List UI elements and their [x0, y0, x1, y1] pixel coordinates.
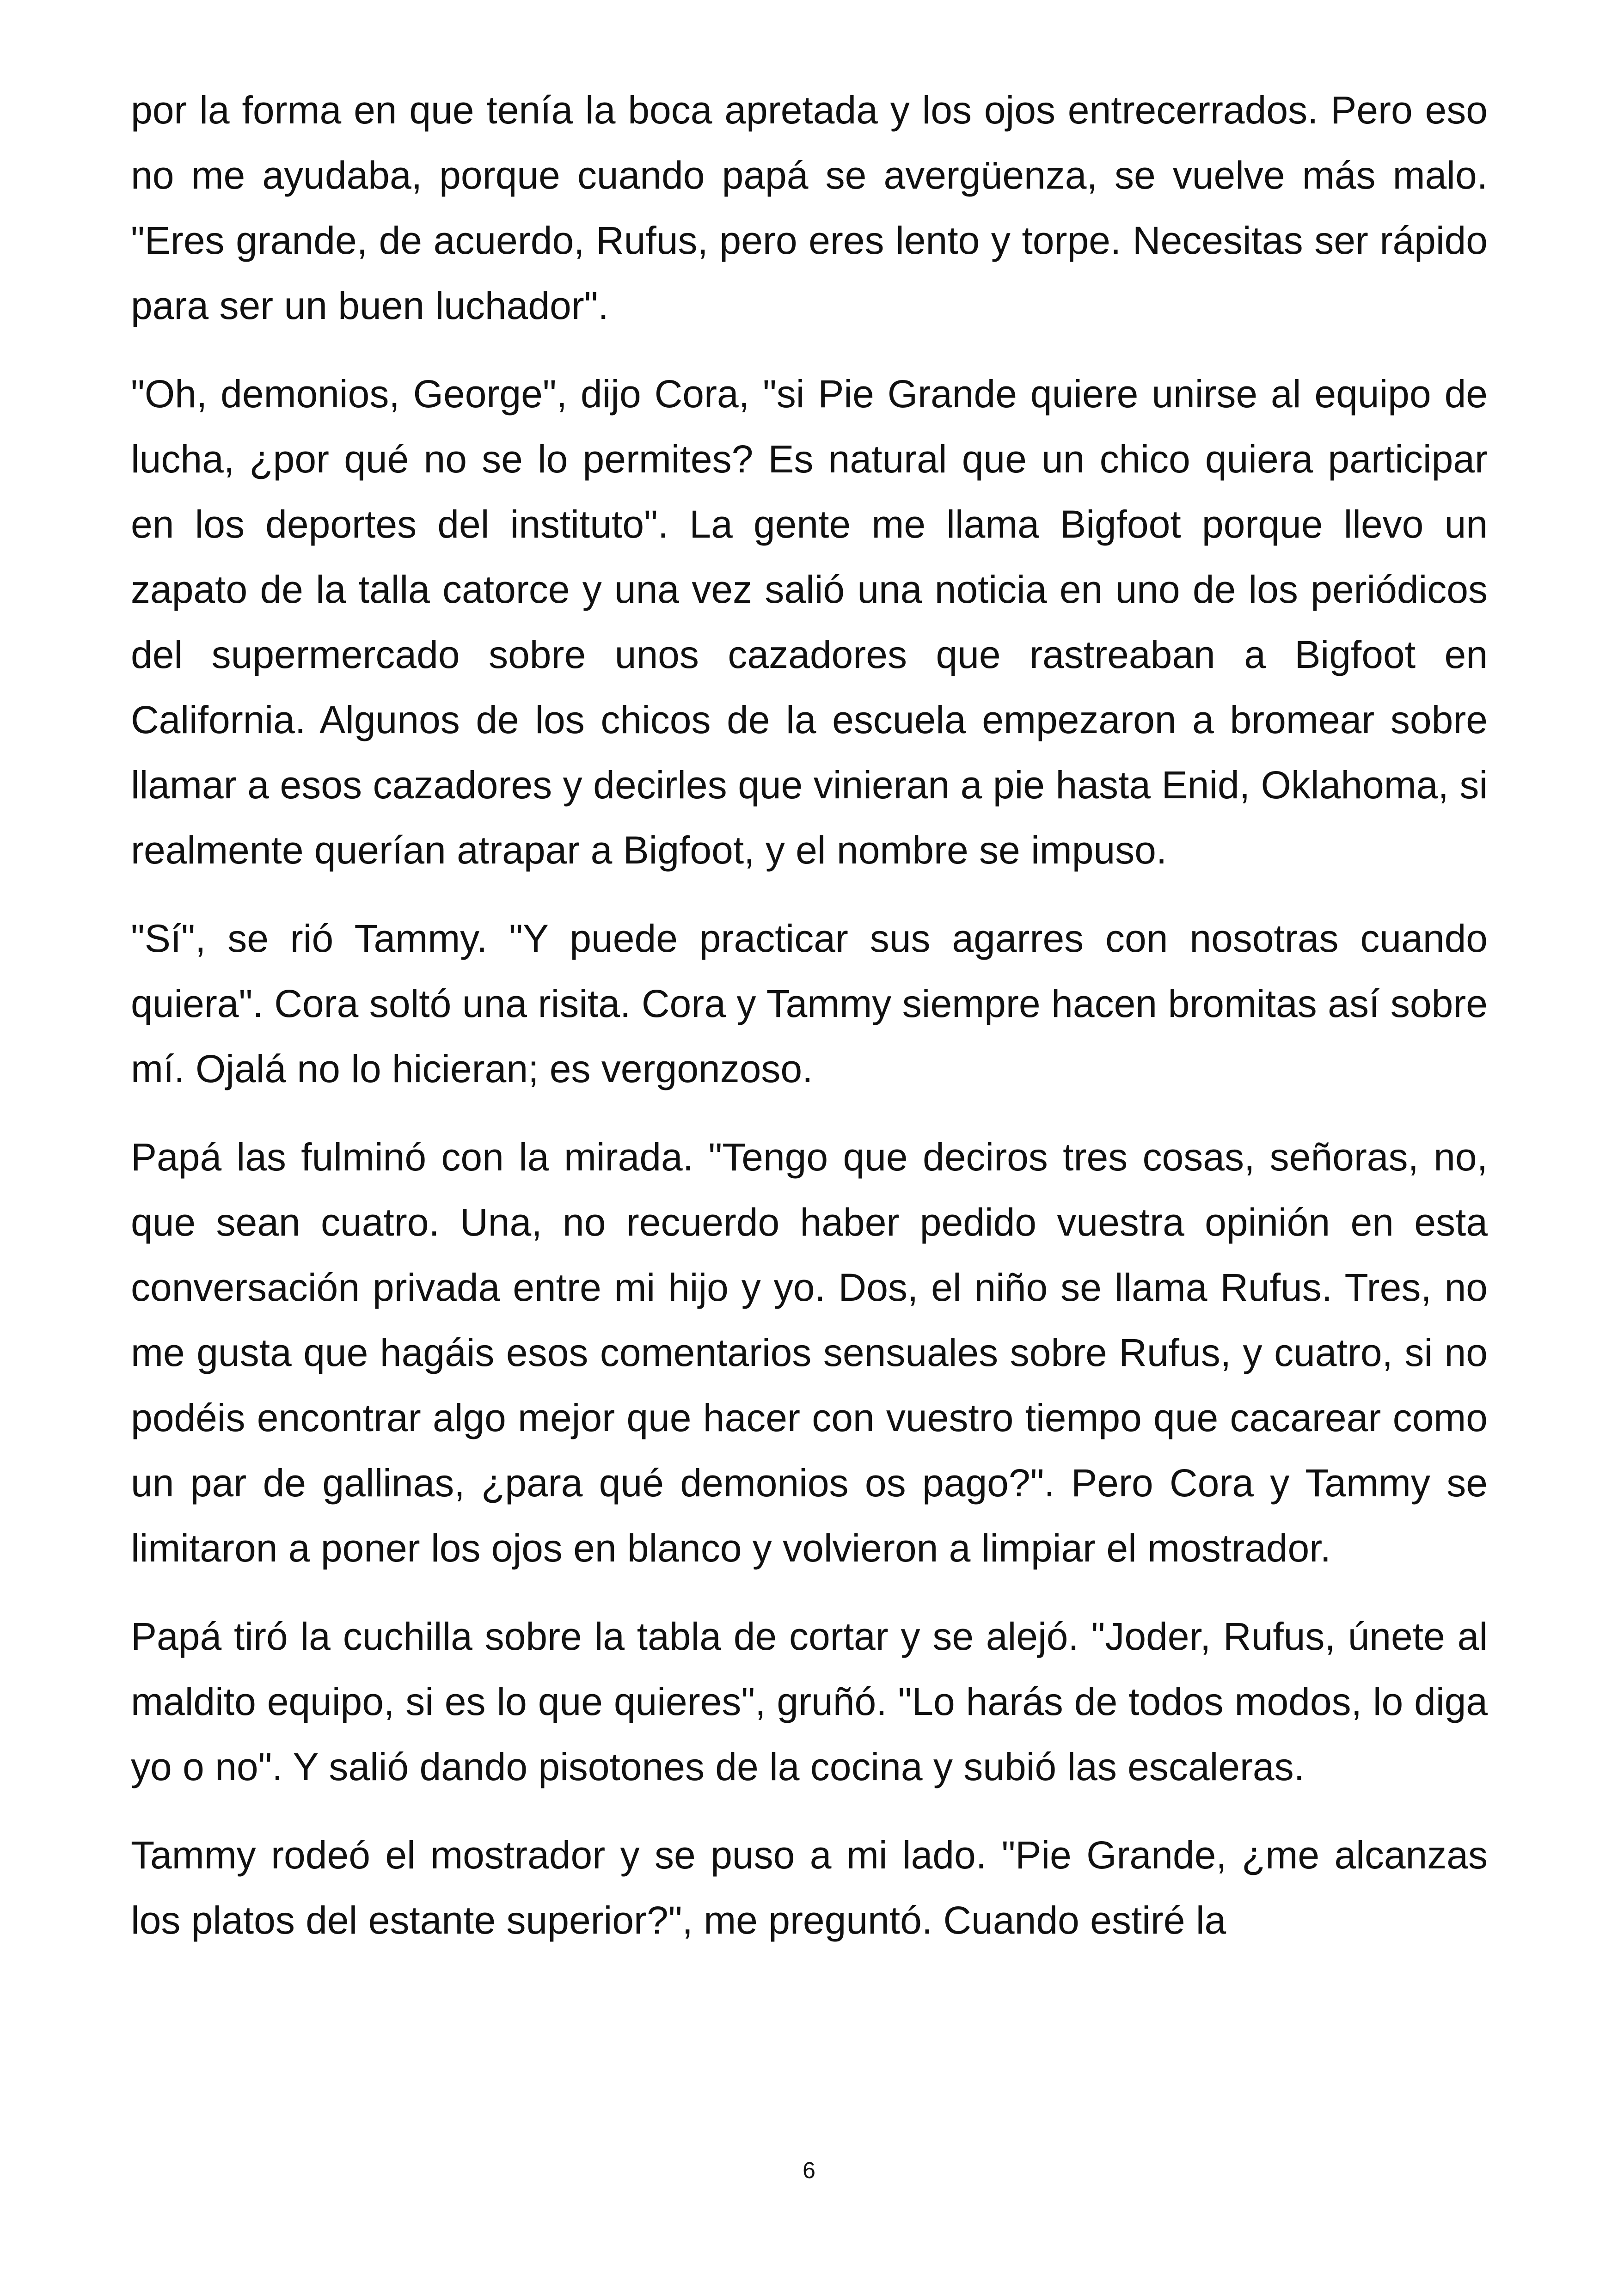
paragraph: "Oh, demonios, George", dijo Cora, "si Pie Grande quiere unirse al equipo de lucha, ¿por qué no se lo permites? Es natural que un chico quiera participar en los deportes del instituto". La gente me llama Bigfoot porque llevo un zapato de la talla catorce y una vez salió una noticia en uno de los periódicos del supermercado sobre unos cazadores que rastreaban a Bigfoot en California. Algunos de los chicos de la escuela empezaron a bromear sobre llamar a esos cazadores y decirles que vinieran a pie hasta Enid, Oklahoma, si realmente querían atrapar a Bigfoot, y el nombre se impuso.	[131, 372, 1488, 872]
paragraph: "Sí", se rió Tammy. "Y puede practicar sus agarres con nosotras cuando quiera". Cora soltó una risita. Cora y Tammy siempre hacen bromitas así sobre mí. Ojalá no lo hicieran; es vergonzoso.	[131, 917, 1488, 1090]
paragraph: Papá tiró la cuchilla sobre la tabla de cortar y se alejó. "Joder, Rufus, únete al maldito equipo, si es lo que quieres", gruñó. "Lo harás de todos modos, lo diga yo o no". Y salió dando pisotones de la cocina y subió las escaleras.	[131, 1615, 1488, 1788]
paragraph: Papá las fulminó con la mirada. "Tengo que deciros tres cosas, señoras, no, que sean cuatro. Una, no recuerdo haber pedido vuestra opinión en esta conversación privada entre mi hijo y yo. Dos, el niño se llama Rufus. Tres, no me gusta que hagáis esos comentarios sensuales sobre Rufus, y cuatro, si no podéis encontrar algo mejor que hacer con vuestro tiempo que cacarear como un par de gallinas, ¿para qué demonios os pago?". Pero Cora y Tammy se limitaron a poner los ojos en blanco y volvieron a limpiar el mostrador.	[131, 1135, 1488, 1570]
body-text	[131, 78, 1488, 1976]
paragraph: Tammy rodeó el mostrador y se puso a mi lado. "Pie Grande, ¿me alcanzas los platos del estante superior?", me preguntó. Cuando estiré la	[131, 1833, 1488, 1942]
paragraph: por la forma en que tenía la boca apretada y los ojos entrecerrados. Pero eso no me ayudaba, porque cuando papá se avergüenza, se vuelve más malo. "Eres grande, de acuerdo, Rufus, pero eres lento y torpe. Necesitas ser rápido para ser un buen luchador".	[131, 88, 1488, 327]
page-number: 6	[803, 2157, 815, 2183]
